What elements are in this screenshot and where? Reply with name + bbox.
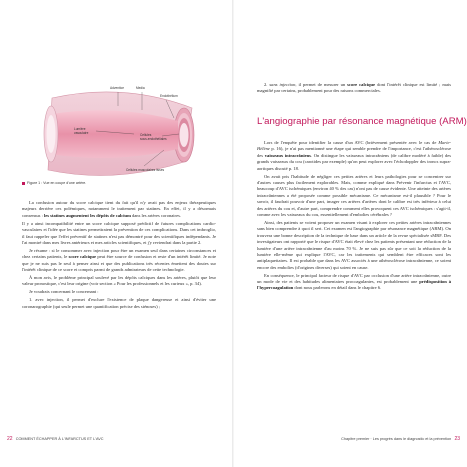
- label-cellules-musculaires: Cellules musculaires lisses: [126, 168, 165, 172]
- label-endothelium: Endothélium: [160, 94, 178, 98]
- left-folio: [7, 436, 103, 442]
- section-title: L'angiographie par résonance magnétique (ARM): [257, 116, 467, 127]
- right-paragraph: Lors de l'enquête pour identifier la cause d'un AVC (brièvement présentée avec le cas de Marie-Hélène p. 16), je n'ai pas mentionné une étape qui semble prendre de l'importance, c'est l'athérosclérose des vaisseaux intracrâniens. On distingue les vaisseaux intracrâniens (de calibre modéré à faible) des grands vaisseaux du cou (carotides par exemple) qu'on peut explorer avec l'échodoppler des troncs supra-aortiques discuté p. 18.: [257, 140, 451, 171]
- figure-caption: [22, 181, 86, 185]
- left-page-body: [22, 200, 216, 312]
- left-running-head: COMMENT ÉCHAPPER À L'INFARCTUS ET L'AVC: [15, 437, 104, 441]
- right-page-intro: [257, 82, 451, 96]
- figure-caption-text: Figure 1 : Vue en coupe d'une artère.: [27, 181, 87, 185]
- right-paragraph: 2. sans injection, il permet de mesurer un score calcique dont l'intérêt clinique est limité ; mais magnifié par certains, probablement pour des raisons commerciales.: [257, 82, 451, 94]
- right-folio: [341, 436, 460, 442]
- left-paragraph: Il y a ainsi incompatibilité entre un score calcique supposé prédictif de futures complications cardio-vasculaires et l'idée que les statines permettraient la prévention de ces complications. Dans cet imbroglio, il faut rappeler que l'effet préventif de statines n'est pas démontré pour des scientifiques indépendants. Je l'ai montré dans mes livres antérieurs et mes articles scientifiques, et j'y reviendrai dans la partie 2.: [22, 220, 216, 245]
- label-media: Media: [136, 86, 145, 90]
- left-paragraph: 1. avec injection, il permet d'exclure l'existence de plaque dangereuse et ainsi d'éviter une coronarographie (qui seule permet une quantification précise des sténoses) ;: [22, 297, 216, 309]
- left-paragraph: La confusion autour du score calcique tient du fait qu'il n'y avait pas des enjeux thérapeutiques majeurs derrière ces polémiques, notamment le traitement par statines. En effet, il y a désormais consensus : les statines augmentent les dépôts de calcium dans les artères coronaires.: [22, 200, 216, 218]
- artery-illustration: [14, 78, 214, 186]
- right-running-head: Chapitre premier · Les progrès dans le diagnostic et la prévention: [341, 437, 452, 441]
- artery-figure: [14, 78, 214, 186]
- right-page-number: 23: [454, 436, 460, 442]
- right-paragraph: En conséquence, le principal facteur de risque d'AVC par occlusion d'une artère intracrânienne, outre un mode de vie et des habitudes alimentaires procoagulantes, est probablement une prédisposition à l'hypercoagulation dont nous parlerons en détail dans le chapitre 6.: [257, 272, 452, 291]
- right-paragraph: On avait pris l'habitude de négliger ces petites artères et leurs pathologies pour se concentrer sur d'autres causes plus facilement explorables. Mais, comme expliqué dans Prévenir l'infarctus et l'AVC, beaucoup d'AVC ischémiques (environ 40 % des cas) n'ont pas de cause évidente. Une atteinte des artères intracrâniennes a été proposée comme possible mécanisme. Ce mécanisme est-il plausible ? Pour le savoir, il faudrait pouvoir d'une part, imager ces artères d'artères dont le calibre est très inférieur à celui des artères du cou et, d'autre part, comprendre comment elles provoquent ces AVC ischémiques : s'agit-il, comme avec les vaisseaux du cou, essentiellement d'embolies cérébrales ?: [257, 173, 451, 217]
- label-cellules-sous-endotheliales: Cellules sous-endothéliales: [140, 133, 167, 141]
- left-page-number: 22: [7, 436, 13, 442]
- caption-square-icon: [22, 182, 25, 185]
- label-lumiere-vasculaire: Lumière vasculaire: [74, 127, 89, 135]
- right-paragraph: Ainsi, des patients se voient proposer un examen visant à explorer ces petites artères intracrâniennes sans bien comprendre à quoi il sert. Cet examen est l'angiographie par résonance magnétique (ARM). On trouvera une bonne description de la technique de base dans un article de la revue spécialisée sMRF. Des investigateurs ont rapporté que le risque d'AVC était élevé chez les patients présentant une réduction de la lumière d'une artère intracrânienne d'au moins 70 %. Je ne suis pas sûr que ce soit la réduction de la lumière elle-même qui explique l'AVC, car les traitements qui semblent être efficaces sont les antiplaquettaires. Il est probable que dans les AVC associés à une athérosclérose intracrânienne, ce soient encore des embolies (d'origines diverses) qui soient en cause.: [257, 219, 451, 270]
- left-paragraph: À mon avis, le problème principal soulevé par les dépôts calciques dans les artères, plutôt que leur valeur pronostique, c'est leur origine (voir section « Pour les professionnels et les curieux », p. 34).: [22, 274, 216, 287]
- left-paragraph: Je résume : si le consommer avec injection pour être un examen seul dans certaines circonstances et chez certains patients, le score calcique peut être source de confusion et reste d'un intérêt limité. Je note que je ne suis pas le seul à penser ainsi et que des publications très récentes émettent des doutes sur l'intérêt clinique de ce score et compris parmi de grands admirateurs de cette technologie.: [22, 247, 216, 273]
- left-paragraph: Je voudrais concernant le concernant :: [29, 289, 99, 295]
- right-page-body: [257, 140, 451, 293]
- label-adventice: Adventice: [110, 86, 124, 90]
